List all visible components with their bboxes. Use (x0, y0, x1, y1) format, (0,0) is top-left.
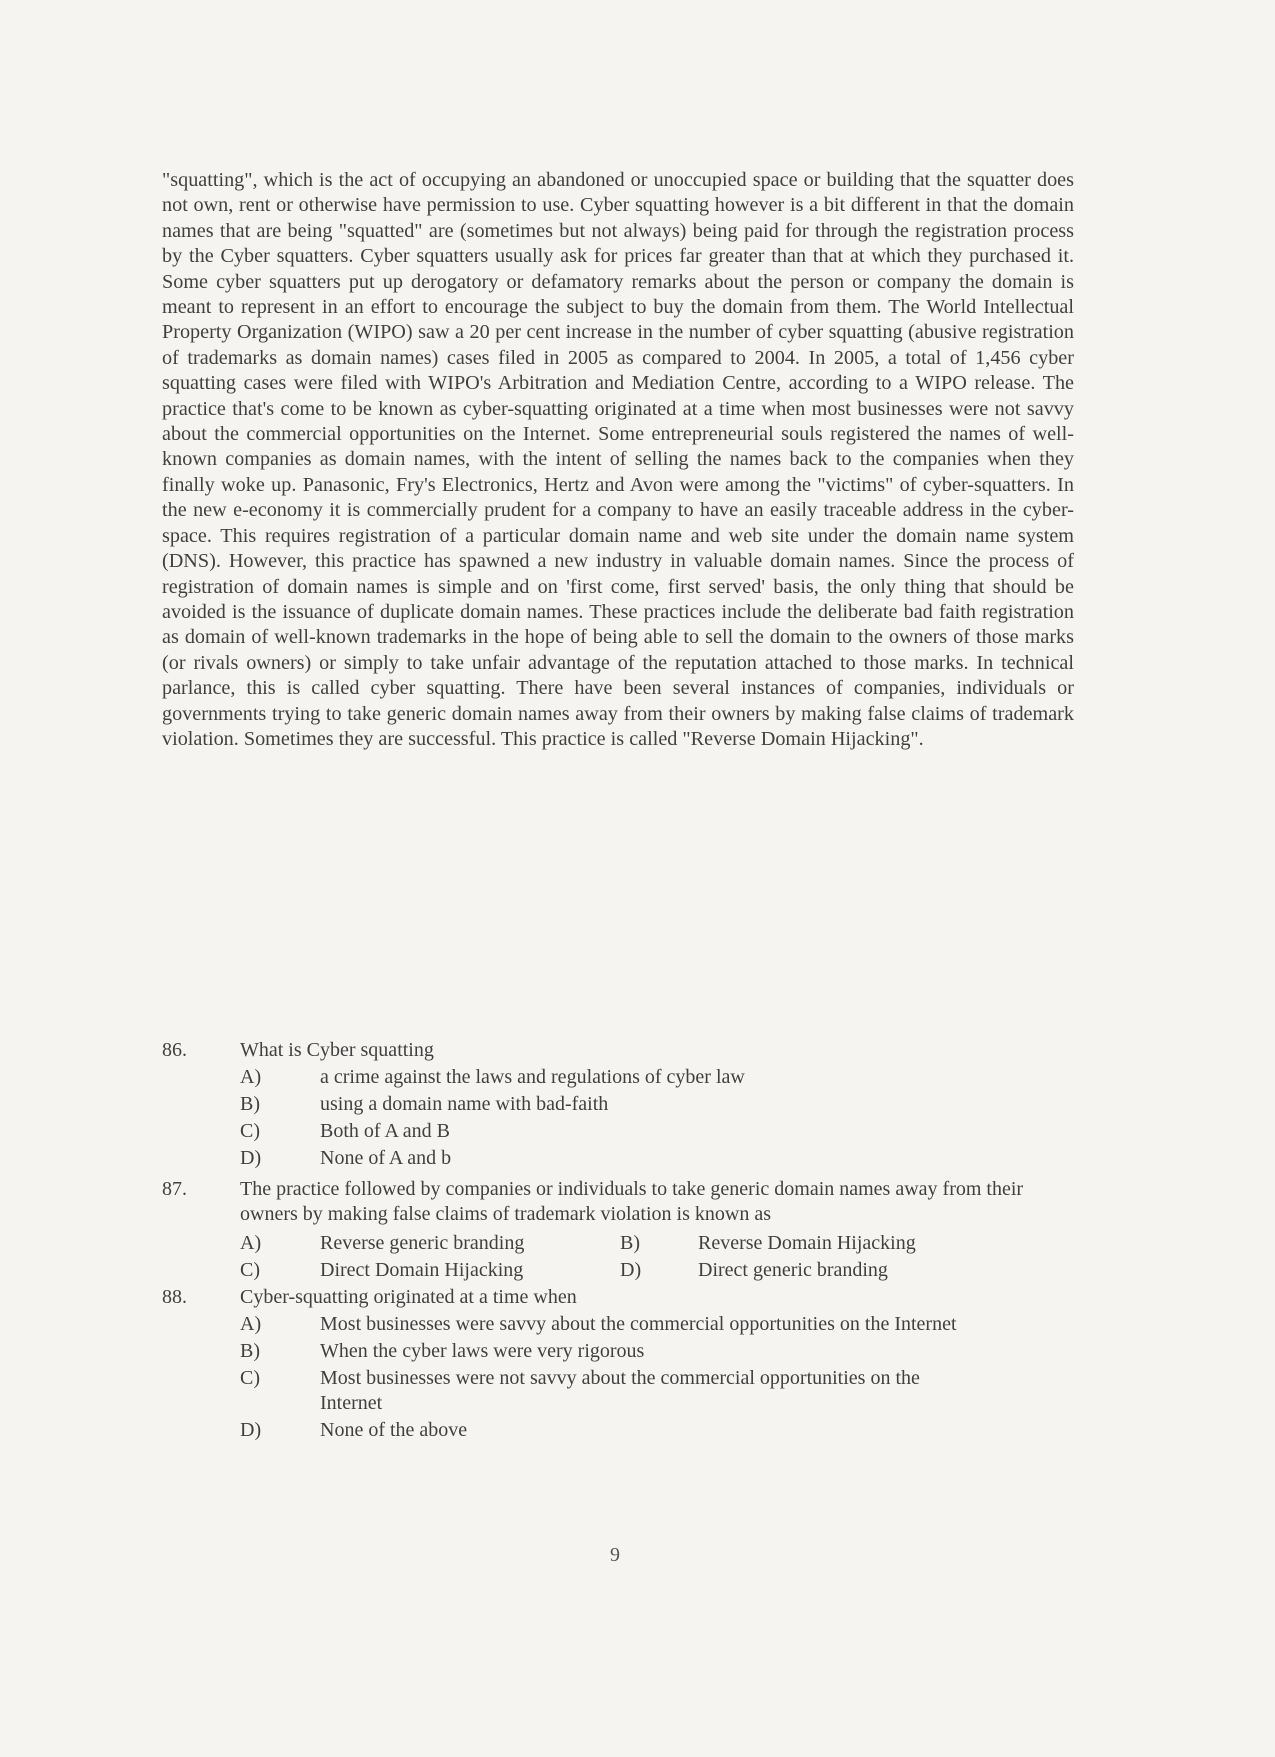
passage-text: "squatting", which is the act of occupying an abandoned or unoccupied space or building that the squatter does not own, rent or otherwise have permission to use. Cyber squatting however is a bit different in that the domain names that are being "squatted" are (sometimes but not always) being paid for through the registration process by the Cyber squatters. Cyber squatters usually ask for prices far greater than that at which they purchased it. Some cyber squatters put up derogatory or defamatory remarks about the person or company the domain is meant to represent in an effort to encourage the subject to buy the domain from them. The World Intellectual Property Organization (WIPO) saw a 20 per cent increase in the number of cyber squatting (abusive registration of trademarks as domain names) cases filed in 2005 as compared to 2004. In 2005, a total of 1,456 cyber squatting cases were filed with WIPO's Arbitration and Mediation Centre, according to a WIPO release. The practice that's come to be known as cyber-squatting originated at a time when most businesses were not savvy about the commercial opportunities on the Internet. Some entrepreneurial souls registered the names of well-known companies as domain names, with the intent of selling the names back to the companies when they finally woke up. Panasonic, Fry's Electronics, Hertz and Avon were among the "victims" of cyber-squatters. In the new e-economy it is commercially prudent for a company to have an easily traceable address in the cyber-space. This requires registration of a particular domain name and web site under the domain name system (DNS). However, this practice has spawned a new industry in valuable domain names. Since the process of registration of domain names is simple and on 'first come, first served' basis, the only thing that should be avoided is the issuance of duplicate domain names. These practices include the deliberate bad faith registration as domain of well-known trademarks in the hope of being able to sell the domain to the owners of those marks (or rivals owners) or simply to take unfair advantage of the reputation attached to those marks. In technical parlance, this is called cyber squatting. There have been several instances of companies, individuals or governments trying to take generic domain names away from their owners by making false claims of trademark violation. Sometimes they are successful. This practice is called "Reverse Domain Hijacking". (162, 169, 1074, 750)
question-86 (162, 1038, 1074, 1171)
option-text: When the cyber laws were very rigorous (320, 1340, 645, 1362)
option-letter: B) (620, 1232, 640, 1254)
option-letter: B) (240, 1093, 260, 1115)
question-number: 88. (162, 1286, 187, 1308)
option-text: None of the above (320, 1419, 468, 1441)
option-text: Most businesses were savvy about the commercial opportunities on the Internet (320, 1313, 957, 1335)
option-list (240, 1065, 1074, 1171)
option-text: Reverse generic branding (320, 1232, 525, 1254)
option-list (240, 1312, 964, 1443)
question-number: 86. (162, 1039, 187, 1061)
question-text: The practice followed by companies or individuals to take generic domain names away from their owners by making false claims of trademark violation is known as (240, 1178, 1024, 1225)
option-text: Direct Domain Hijacking (320, 1259, 524, 1281)
option-text: Most businesses were not savvy about the commercial opportunities on the Internet (320, 1367, 920, 1414)
option-text: Both of A and B (320, 1120, 451, 1142)
option-letter: D) (240, 1147, 262, 1169)
option-letter: A) (240, 1232, 262, 1254)
option-d (240, 1146, 1074, 1171)
option-a (240, 1312, 964, 1337)
page-number: 9 (610, 1544, 620, 1566)
question-text: What is Cyber squatting (240, 1039, 434, 1061)
option-grid (240, 1231, 1074, 1283)
question-number: 87. (162, 1178, 187, 1200)
option-b (240, 1092, 1074, 1117)
option-text: using a domain name with bad-faith (320, 1093, 609, 1115)
option-d (240, 1418, 964, 1443)
option-letter: C) (240, 1367, 260, 1389)
option-text: None of A and b (320, 1147, 452, 1169)
option-b (240, 1339, 964, 1364)
option-letter: A) (240, 1313, 262, 1335)
option-a (240, 1065, 1074, 1090)
question-list (162, 1038, 1074, 1445)
question-88 (162, 1285, 1074, 1443)
option-text: a crime against the laws and regulations of cyber law (320, 1066, 745, 1088)
option-c (240, 1119, 1074, 1144)
option-letter: A) (240, 1066, 262, 1088)
option-letter: C) (240, 1259, 260, 1281)
option-letter: D) (240, 1419, 262, 1441)
option-c (240, 1366, 964, 1416)
question-text: Cyber-squatting originated at a time when (240, 1286, 577, 1308)
option-letter: B) (240, 1340, 260, 1362)
option-letter: D) (620, 1259, 642, 1281)
option-text: Direct generic branding (698, 1259, 888, 1281)
question-87 (162, 1177, 1074, 1283)
option-text: Reverse Domain Hijacking (698, 1232, 916, 1254)
option-letter: C) (240, 1120, 260, 1142)
